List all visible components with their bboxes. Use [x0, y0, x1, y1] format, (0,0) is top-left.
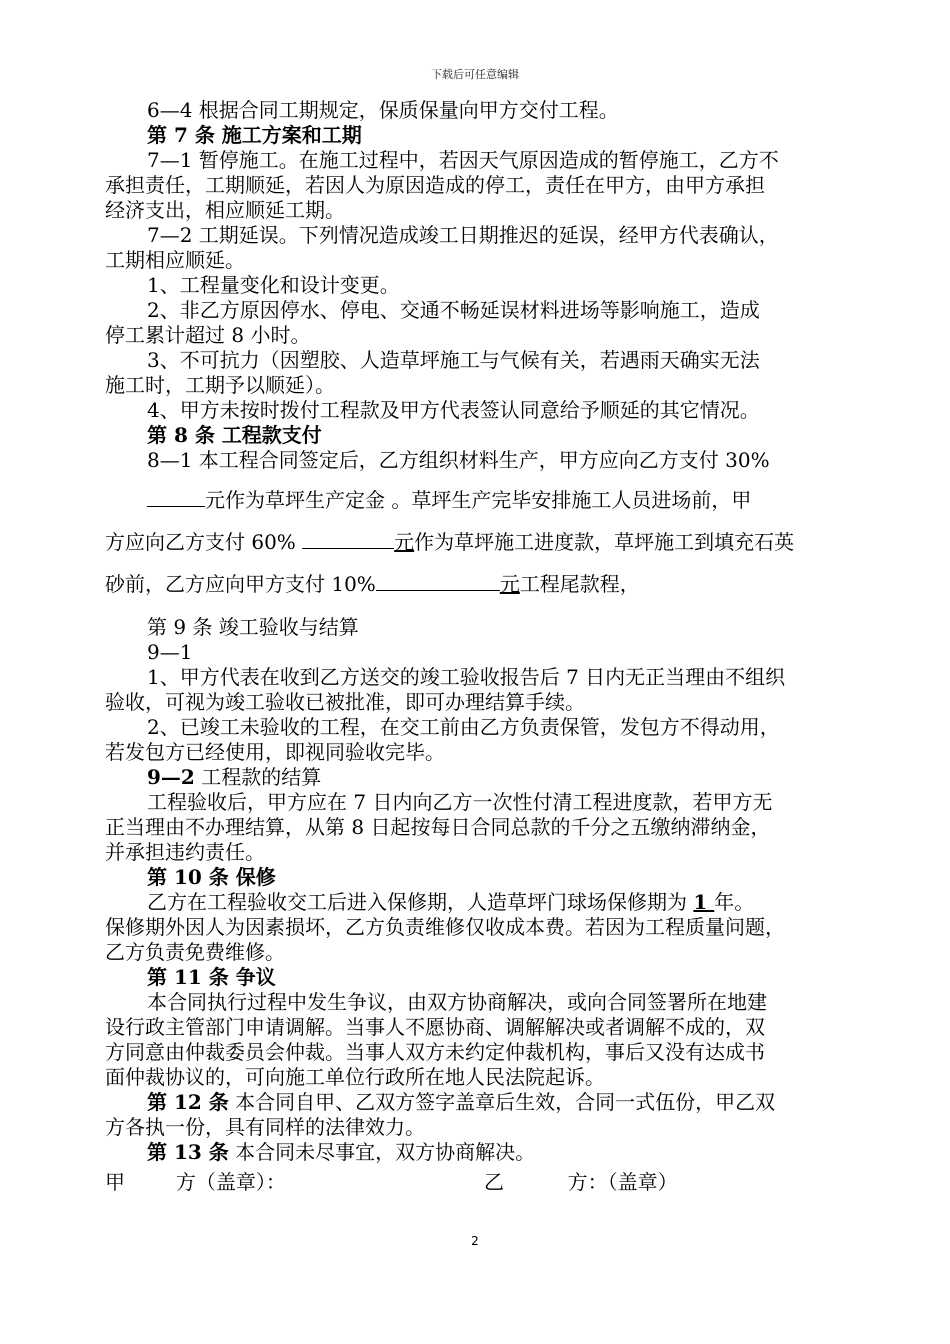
payment-line-3 — [105, 563, 857, 605]
text-line: 方各执一份，具有同样的法律效力。 — [105, 1115, 425, 1139]
clause-6-4: 6—4 根据合同工期规定，保质保量向甲方交付工程。 — [147, 98, 619, 122]
document-body — [105, 98, 857, 1165]
page-header: 下载后可任意编辑 — [431, 68, 519, 81]
article-7-heading: 第 7 条 施工方案和工期 — [147, 123, 362, 147]
text-segment: 年。 — [714, 890, 755, 914]
text-line: 设行政主管部门申请调解。当事人不愿协商、调解解决或者调解不成的，双 — [105, 1015, 765, 1039]
clause-9-2 — [105, 765, 857, 790]
list-item: 1、工程量变化和设计变更。 — [147, 273, 400, 297]
warranty-line — [105, 890, 857, 915]
clause-title: 工程款的结算 — [194, 765, 322, 789]
warranty-years: 1 — [693, 890, 715, 914]
party-a-signature: 甲 方（盖章）： — [105, 1170, 286, 1194]
text-line: 正当理由不办理结算，从第 8 日起按每日合同总款的千分之五缴纳滞纳金， — [105, 815, 771, 839]
article-number: 第 12 条 — [147, 1090, 229, 1114]
blank-field — [302, 524, 394, 549]
text-line: 承担责任，工期顺延，若因人为原因造成的停工，责任在甲方，由甲方承担 — [105, 173, 765, 197]
text-segment: 工程尾款程， — [519, 572, 640, 596]
payment-line-2 — [105, 521, 857, 563]
text-segment: 本合同未尽事宜，双方协商解决。 — [228, 1140, 536, 1164]
article-8-heading: 第 8 条 工程款支付 — [147, 423, 322, 447]
text-line: 停工累计超过 8 小时。 — [105, 323, 311, 347]
list-item: 2、非乙方原因停水、停电、交通不畅延误材料进场等影响施工，造成 — [147, 298, 760, 322]
text-segment: 砂前，乙方应向甲方支付 10% — [105, 572, 376, 596]
article-9-heading: 第 9 条 竣工验收与结算 — [147, 615, 359, 639]
text-line: 经济支出，相应顺延工期。 — [105, 198, 345, 222]
text-segment: 元作为草坪生产定金 。草坪生产完毕安排施工人员进场前，甲 — [205, 488, 752, 512]
page-number: 2 — [471, 1234, 479, 1248]
list-item: 3、不可抗力（因塑胶、人造草坪施工与气候有关，若遇雨天确实无法 — [147, 348, 760, 372]
text-segment: 本合同自甲、乙双方签字盖章后生效，合同一式伍份，甲乙双 — [228, 1090, 776, 1114]
article-number: 第 13 条 — [147, 1140, 229, 1164]
article-10-heading: 第 10 条 保修 — [147, 865, 276, 889]
text-line: 若发包方已经使用，即视同验收完毕。 — [105, 740, 445, 764]
clause-8-1: 8—1 本工程合同签定后，乙方组织材料生产，甲方应向乙方支付 30% — [147, 448, 770, 472]
text-line: 施工时，工期予以顺延）。 — [105, 373, 335, 397]
clause-7-1: 7—1 暂停施工。在施工过程中，若因天气原因造成的暂停施工，乙方不 — [147, 148, 779, 172]
payment-line-1 — [105, 479, 857, 521]
text-line: 并承担违约责任。 — [105, 840, 265, 864]
list-item: 2、已竣工未验收的工程，在交工前由乙方负责保管，发包方不得动用， — [147, 715, 780, 739]
text-line: 本合同执行过程中发生争议，由双方协商解决，或向合同签署所在地建 — [147, 990, 767, 1014]
party-b-signature: 乙 方：（盖章） — [484, 1170, 678, 1194]
currency-unit: 元 — [394, 530, 415, 554]
text-line: 保修期外因人为因素损坏，乙方负责维修仅收成本费。若因为工程质量问题， — [105, 915, 785, 939]
blank-field — [147, 482, 205, 507]
text-segment: 方应向乙方支付 60% — [105, 530, 303, 554]
currency-unit: 元 — [499, 572, 520, 596]
clause-number: 9—2 — [147, 765, 195, 789]
list-item: 4、甲方未按时拨付工程款及甲方代表签认同意给予顺延的其它情况。 — [147, 398, 760, 422]
clause-9-1: 9—1 — [147, 640, 193, 664]
article-13 — [105, 1140, 857, 1165]
text-line: 验收，可视为竣工验收已被批准，即可办理结算手续。 — [105, 690, 585, 714]
article-12 — [105, 1090, 857, 1115]
blank-field — [376, 566, 500, 591]
text-line: 工程验收后，甲方应在 7 日内向乙方一次性付清工程进度款，若甲方无 — [147, 790, 773, 814]
text-line: 面仲裁协议的，可向施工单位行政所在地人民法院起诉。 — [105, 1065, 605, 1089]
text-line: 工期相应顺延。 — [105, 248, 245, 272]
text-line: 乙方负责免费维修。 — [105, 940, 285, 964]
text-segment: 作为草坪施工进度款，草坪施工到填充石英 — [414, 530, 795, 554]
text-line: 方同意由仲裁委员会仲裁。当事人双方未约定仲裁机构，事后又没有达成书 — [105, 1040, 765, 1064]
clause-7-2: 7—2 工期延误。下列情况造成竣工日期推迟的延误，经甲方代表确认， — [147, 223, 779, 247]
list-item: 1、甲方代表在收到乙方送交的竣工验收报告后 7 日内无正当理由不组织 — [147, 665, 786, 689]
article-11-heading: 第 11 条 争议 — [147, 965, 276, 989]
text-segment: 乙方在工程验收交工后进入保修期，人造草坪门球场保修期为 — [147, 890, 694, 914]
